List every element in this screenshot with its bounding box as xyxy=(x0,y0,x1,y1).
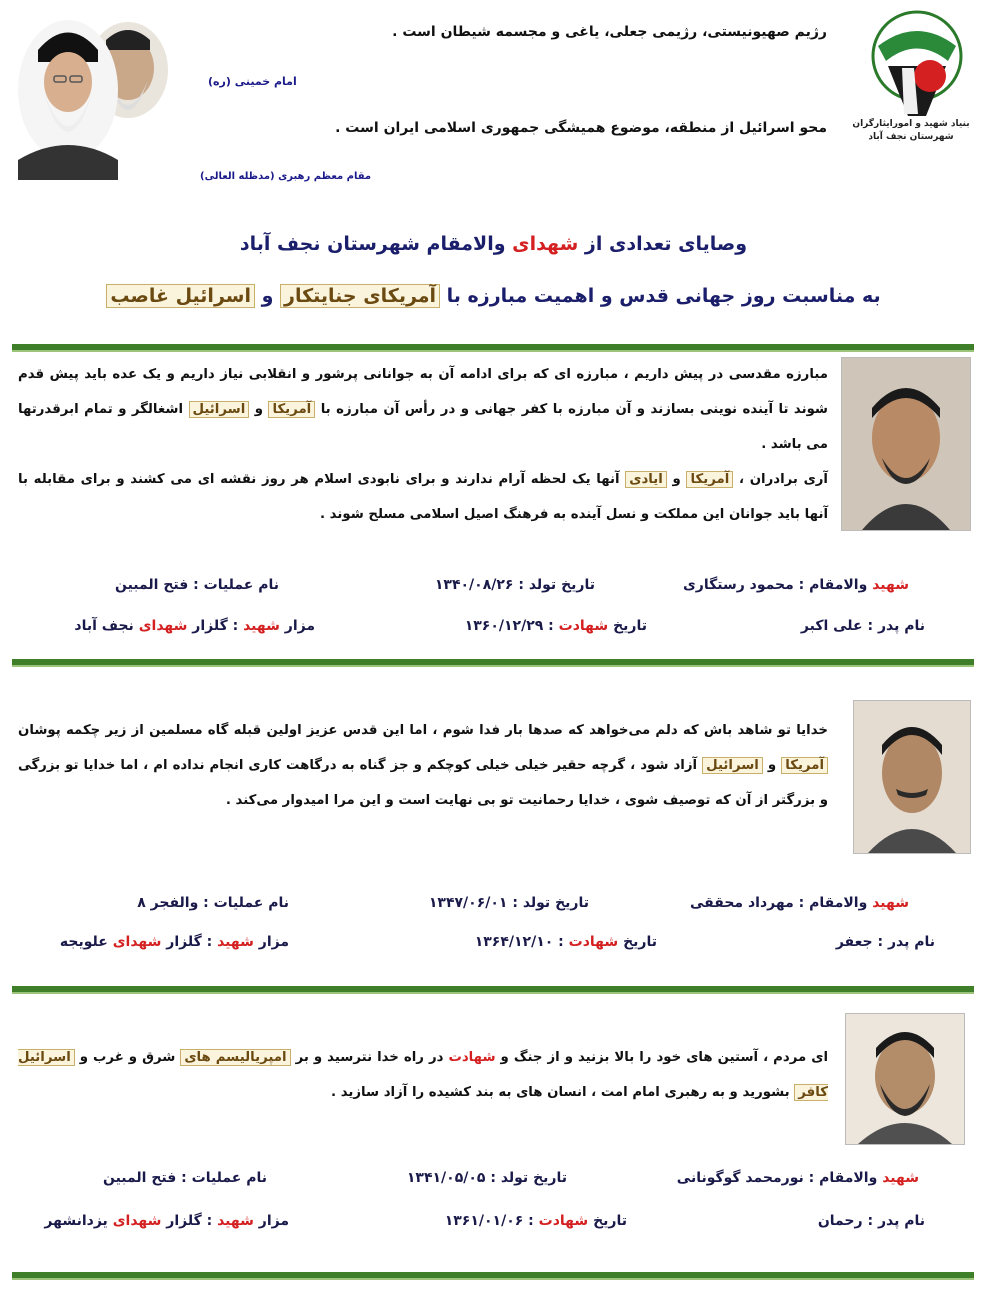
martyrdom-value: ۱۳۶۱/۰۱/۰۶ xyxy=(444,1213,524,1229)
will-keyword: شهادت xyxy=(448,1050,496,1065)
subtitle-part: و xyxy=(254,285,281,307)
father-value: علی اکبر xyxy=(800,618,863,634)
martyr-photo xyxy=(845,1013,965,1145)
martyrdom-value: ۱۳۶۴/۱۲/۱۰ xyxy=(474,934,554,950)
will-text: و xyxy=(762,758,782,773)
will-text: مبارزه مقدسی در پیش داریم ، مبارزه ای که برای ادامه آن به جوانانی پرشور و انقلابی نیاز داریم و یک عده باید پیش قدم شوند تا آینده نوینی بسازند و آن مبارزه با کفر جهانی و در رأس آن مبارزه با xyxy=(18,367,828,417)
section-divider xyxy=(12,1272,974,1280)
martyr-grave xyxy=(74,618,315,634)
will-keyword: اسرائیل xyxy=(702,757,763,774)
martyr-martyrdom-date xyxy=(445,1213,627,1229)
will-text: ای مردم ، آستین های خود را بالا بزنید و از جنگ و xyxy=(495,1050,829,1065)
martyr-name-value: مهرداد محققی xyxy=(690,895,794,911)
label-grave: مزار xyxy=(253,934,289,950)
martyr-will-text xyxy=(18,1040,828,1110)
martyr-father xyxy=(836,934,935,950)
title-highlight: شهدای xyxy=(512,233,579,255)
label-grave: مزار xyxy=(253,1213,289,1229)
will-text: اشغالگر و تمام ابرقدرتها می باشد . xyxy=(18,402,828,452)
label-birth: تاریخ تولد : xyxy=(513,577,595,593)
martyr-martyrdom-date xyxy=(465,618,647,634)
will-text: آزاد شود ، گرچه حقیر خیلی خیلی کوچکم و جز گناه به درگاهت کاری انجام نداده ام ، اما خدایا تو بزرگی و بزرگتر از آن که توصیف شوی ، خدایا رحمانیت تو بی نهایت است و این مرا امیدوار می‌کند . xyxy=(18,758,828,808)
subtitle-part: به مناسبت روز جهانی قدس و اهمیت مبارزه با xyxy=(440,285,881,307)
will-text: بشورید و به رهبری امام امت ، انسان های به بند کشیده را آزاد سازید . xyxy=(331,1085,795,1100)
martyr-birth xyxy=(407,1170,567,1186)
will-text: و xyxy=(249,402,269,417)
label-grave-highlight: شهید xyxy=(217,1213,254,1229)
label-valamaqam: والامقام : xyxy=(803,1170,883,1186)
label-martyrdom-highlight: شهادت xyxy=(568,934,619,950)
label-operation: نام عملیات : xyxy=(176,1170,267,1186)
logo-caption-line1: بنیاد شهید و امورایثارگران xyxy=(852,119,970,129)
operation-value: فتح المبین xyxy=(102,1170,177,1186)
label-martyrdom: تاریخ xyxy=(588,1213,627,1229)
operation-value: والفجر ۸ xyxy=(137,895,199,911)
label-father: نام پدر : xyxy=(872,934,935,950)
will-keyword: ایادی xyxy=(625,471,667,488)
label-operation: نام عملیات : xyxy=(198,895,289,911)
martyr-portrait-image xyxy=(846,1014,964,1144)
martyr-photo xyxy=(853,700,971,854)
martyrdom-value: ۱۳۶۰/۱۲/۲۹ xyxy=(464,618,544,634)
martyr-photo xyxy=(841,357,971,531)
label-martyrdom-highlight: شهادت xyxy=(538,1213,589,1229)
khomeini-quote-attribution: امام خمینی (ره) xyxy=(208,75,297,88)
martyr-will-text xyxy=(18,357,828,532)
martyr-will-text xyxy=(18,713,828,818)
martyr-operation xyxy=(115,577,279,593)
title-part: وصایای تعدادی از xyxy=(578,233,748,255)
martyr-father xyxy=(801,618,925,634)
birth-value: ۱۳۴۷/۰۶/۰۱ xyxy=(428,895,508,911)
label-father: نام پدر : xyxy=(862,618,925,634)
will-keyword: اسرائیل xyxy=(189,401,250,418)
khomeini-quote: رژیم صهیونیستی، رژیمی جعلی، یاغی و مجسمه شیطان است . xyxy=(392,24,827,40)
leader-quote-attribution: مقام معظم رهبری (مدظله العالی) xyxy=(200,171,372,182)
label-grave-golzar: : گلزار xyxy=(187,618,244,634)
martyr-name xyxy=(677,1170,919,1186)
will-keyword: آمریکا xyxy=(781,757,828,774)
subtitle-keyword: آمریکای جنایتکار xyxy=(280,284,440,308)
operation-value: فتح المبین xyxy=(114,577,189,593)
label-shahid: شهید xyxy=(882,1170,919,1186)
label-grave-shohada: شهدای xyxy=(112,1213,162,1229)
label-operation: نام عملیات : xyxy=(188,577,279,593)
will-keyword: آمریکا xyxy=(686,471,733,488)
label-colon: : xyxy=(543,618,559,634)
martyr-name-value: محمود رستگاری xyxy=(682,577,794,593)
grave-place-value: یزدانشهر xyxy=(44,1213,108,1229)
label-birth: تاریخ تولد : xyxy=(485,1170,567,1186)
will-text: خدایا تو شاهد باش که دلم می‌خواهد که صدها بار فدا شوم ، اما این قدس عزیز اولین قبله گاه مسلمین از زیر چکمه پوشان xyxy=(18,723,828,738)
will-text: آنها یک لحظه آرام ندارند و برای نابودی اسلام هر روز نقشه ای می کشند و برای مقابله با آنها باید جوانان این مملکت و نسل آینده به فرهنگ اصیل اسلامی مسلح شوند . xyxy=(18,472,828,522)
label-grave: مزار xyxy=(279,618,315,634)
martyr-grave xyxy=(44,1213,289,1229)
martyr-portrait-image xyxy=(854,701,970,853)
label-birth: تاریخ تولد : xyxy=(507,895,589,911)
section-divider xyxy=(12,986,974,994)
label-colon: : xyxy=(553,934,569,950)
page-title xyxy=(0,233,987,255)
label-grave-golzar: : گلزار xyxy=(161,1213,218,1229)
will-text: شرق و غرب و xyxy=(74,1050,181,1065)
label-martyrdom: تاریخ xyxy=(618,934,657,950)
label-shahid: شهید xyxy=(872,577,909,593)
leaders-portrait-image xyxy=(8,10,188,180)
label-colon: : xyxy=(523,1213,539,1229)
label-grave-golzar: : گلزار xyxy=(161,934,218,950)
martyr-grave xyxy=(60,934,289,950)
martyr-birth xyxy=(435,577,595,593)
label-father: نام پدر : xyxy=(862,1213,925,1229)
will-text: و xyxy=(666,472,687,487)
martyr-operation xyxy=(137,895,289,911)
label-grave-shohada: شهدای xyxy=(112,934,162,950)
martyr-father xyxy=(818,1213,925,1229)
father-value: جعفر xyxy=(835,934,873,950)
grave-place-value: نجف آباد xyxy=(74,618,134,634)
label-valamaqam: والامقام : xyxy=(793,895,873,911)
label-valamaqam: والامقام : xyxy=(793,577,873,593)
label-martyrdom-highlight: شهادت xyxy=(558,618,609,634)
subtitle-keyword: اسرائیل غاصب xyxy=(106,284,255,308)
birth-value: ۱۳۴۰/۰۸/۲۶ xyxy=(434,577,514,593)
title-part: والامقام شهرستان نجف آباد xyxy=(239,233,513,255)
leader-quote: محو اسرائیل از منطقه، موضوع همیشگی جمهوری اسلامی ایران است . xyxy=(335,120,827,136)
section-divider xyxy=(12,659,974,667)
martyr-birth xyxy=(429,895,589,911)
logo-caption xyxy=(836,118,986,144)
will-text: در راه خدا نترسید و بر xyxy=(290,1050,449,1065)
martyr-name xyxy=(690,895,909,911)
label-shahid: شهید xyxy=(872,895,909,911)
label-grave-highlight: شهید xyxy=(217,934,254,950)
birth-value: ۱۳۴۱/۰۵/۰۵ xyxy=(406,1170,486,1186)
page-subtitle xyxy=(0,285,987,307)
will-keyword: امپریالیسم های xyxy=(180,1049,290,1066)
martyr-martyrdom-date xyxy=(475,934,657,950)
label-grave-shohada: شهدای xyxy=(138,618,188,634)
grave-place-value: علویجه xyxy=(59,934,108,950)
section-divider xyxy=(12,344,974,352)
martyr-operation xyxy=(103,1170,267,1186)
will-text: آری برادران ، xyxy=(733,472,828,487)
martyr-portrait-image xyxy=(842,358,970,530)
father-value: رحمان xyxy=(817,1213,863,1229)
will-keyword: اسرائیل کافر xyxy=(18,1050,828,1100)
label-grave-highlight: شهید xyxy=(243,618,280,634)
will-keyword: آمریکا xyxy=(268,401,315,418)
martyr-name-value: نورمحمد گوگونانی xyxy=(676,1170,804,1186)
martyr-name xyxy=(683,577,909,593)
label-martyrdom: تاریخ xyxy=(608,618,647,634)
logo-caption-line2: شهرستان نجف آباد xyxy=(868,132,954,142)
